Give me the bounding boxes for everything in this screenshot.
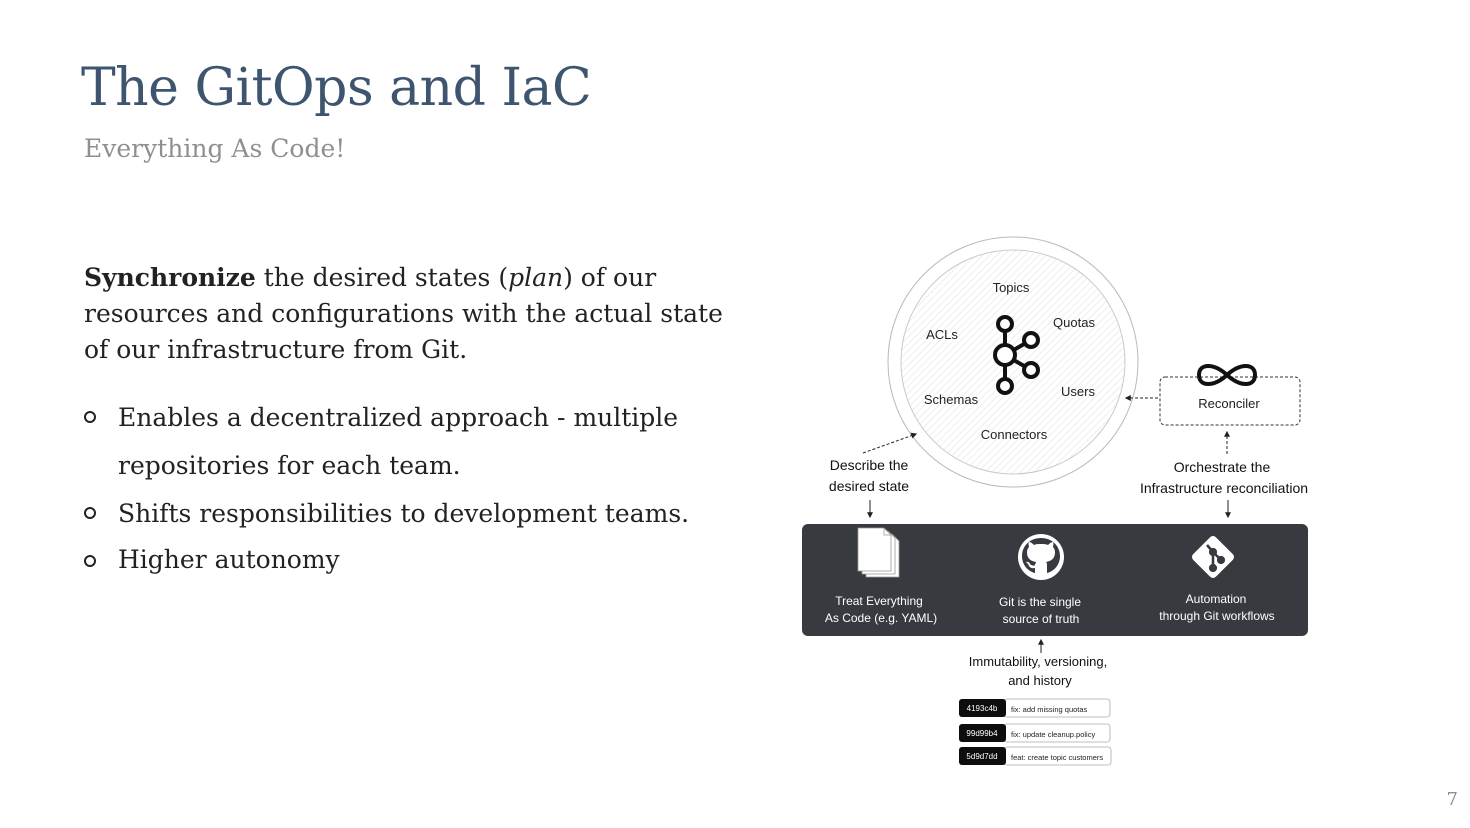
panel-item3-line1: Automation bbox=[1185, 592, 1247, 606]
describe-arrow bbox=[863, 434, 916, 453]
describe-label-line1: Describe the bbox=[829, 457, 909, 473]
bullet-text: Higher autonomy bbox=[118, 545, 340, 574]
orchestrate-label-line1: Orchestrate the bbox=[1173, 459, 1271, 475]
panel-item1-line2: As Code (e.g. YAML) bbox=[824, 611, 938, 625]
commit-message: fix: update cleanup.policy bbox=[1011, 730, 1096, 739]
label-connectors: Connectors bbox=[980, 427, 1048, 442]
intro-text-1: the desired states ( bbox=[255, 263, 509, 292]
slide-subtitle: Everything As Code! bbox=[84, 134, 346, 163]
label-schemas: Schemas bbox=[923, 392, 979, 407]
intro-text-2: ) of our resources and configurations with the actual state of our infrastructure from Git. bbox=[84, 263, 723, 364]
commit-message: fix: add missing quotas bbox=[1011, 705, 1088, 714]
label-users: Users bbox=[1061, 384, 1095, 399]
commit-row bbox=[959, 724, 1110, 742]
panel-item2-line1: Git is the single bbox=[998, 595, 1082, 609]
reconciler-label: Reconciler bbox=[1198, 396, 1260, 411]
immutability-line1: Immutability, versioning, bbox=[968, 654, 1108, 669]
orchestrate-label-line2: Infrastructure reconciliation bbox=[1139, 480, 1309, 496]
panel-item1-line1: Treat Everything bbox=[835, 594, 923, 608]
commit-message: feat: create topic customers bbox=[1011, 753, 1104, 762]
intro-italic: plan bbox=[508, 263, 564, 292]
documents-icon bbox=[858, 528, 899, 577]
bullet-text: Enables a decentralized approach - multiple repositories for each team. bbox=[118, 403, 679, 480]
describe-label-line2: desired state bbox=[828, 478, 910, 494]
panel-item3-line2: through Git workflows bbox=[1159, 609, 1275, 623]
label-topics: Topics bbox=[992, 280, 1030, 295]
commit-hash: 5d9d7dd bbox=[966, 752, 998, 761]
immutability-line2: and history bbox=[1008, 673, 1072, 688]
commit-hash: 99d99b4 bbox=[966, 729, 998, 738]
github-icon bbox=[1018, 534, 1064, 580]
label-quotas: Quotas bbox=[1053, 315, 1095, 330]
bullet-text: Shifts responsibilities to development teams. bbox=[118, 499, 690, 528]
commit-hash: 4193c4b bbox=[966, 704, 998, 713]
label-acls: ACLs bbox=[926, 327, 958, 342]
panel-item2-line2: source of truth bbox=[1002, 612, 1080, 626]
slide-title: The GitOps and IaC bbox=[81, 58, 592, 118]
page-number: 7 bbox=[1446, 789, 1458, 810]
commit-row bbox=[959, 699, 1110, 717]
commit-row bbox=[959, 747, 1111, 765]
intro-bold: Synchronize bbox=[84, 263, 256, 292]
